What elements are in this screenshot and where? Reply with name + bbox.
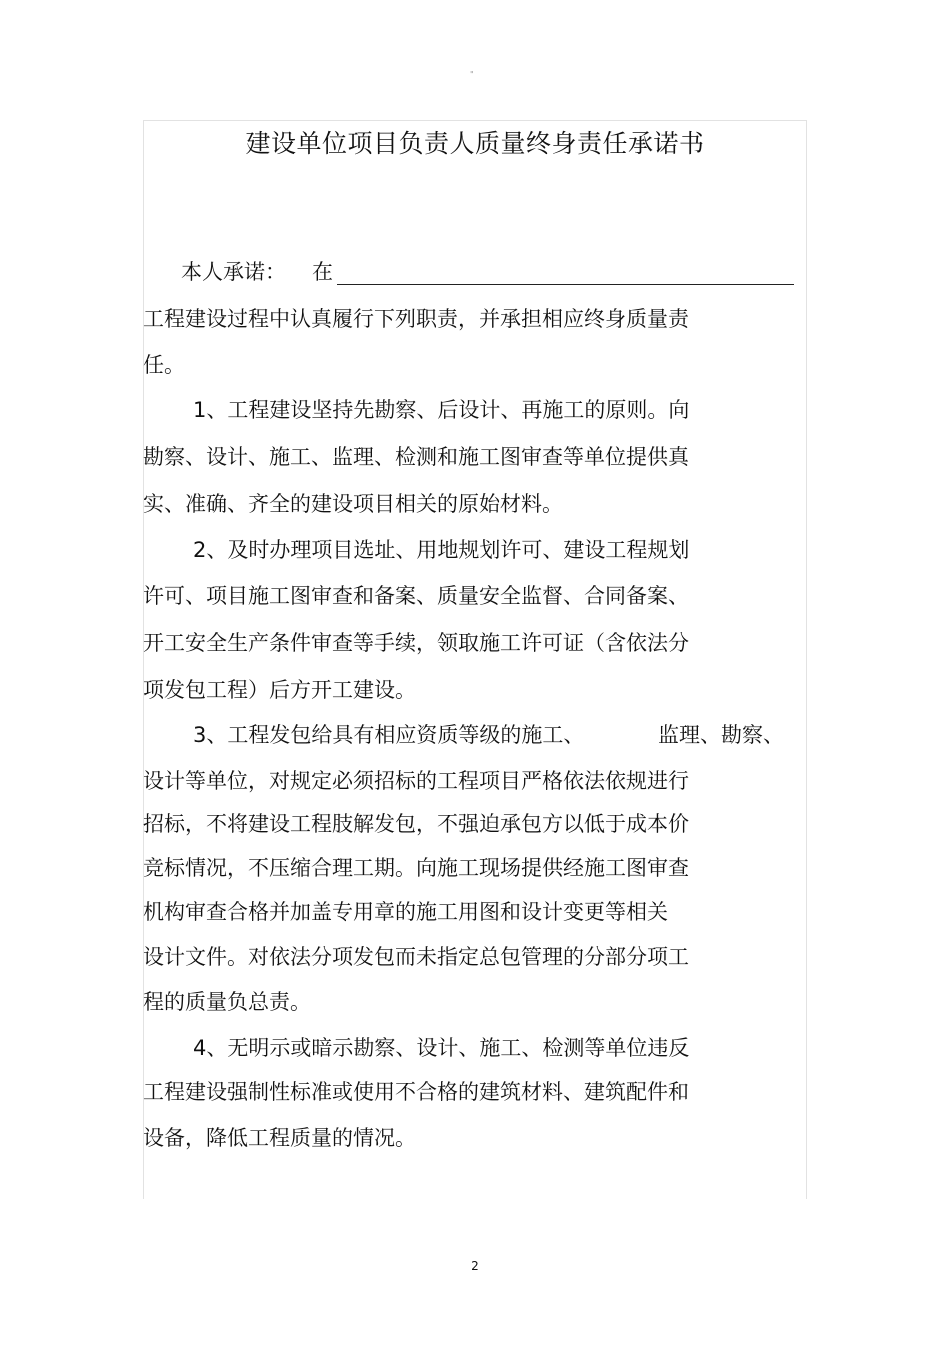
pledge-prefix: 本人承诺： xyxy=(181,260,286,284)
body-line: 竞标情况，不压缩合理工期。向施工现场提供经施工图审查 xyxy=(143,856,689,880)
body-line: 开工安全生产条件审查等手续，领取施工许可证（含依法分 xyxy=(143,631,689,655)
body-line: 勘察、设计、施工、监理、检测和施工图审查等单位提供真 xyxy=(143,445,689,469)
body-line: 3、工程发包给具有相应资质等级的施工、 xyxy=(193,723,585,747)
body-line: 设计等单位，对规定必须招标的工程项目严格依法依规进行 xyxy=(143,769,689,793)
body-line: 4、无明示或暗示勘察、设计、施工、检测等单位违反 xyxy=(193,1036,690,1060)
document-title: 建设单位项目负责人质量终身责任承诺书 xyxy=(245,129,705,158)
body-line: 任。 xyxy=(143,353,185,377)
body-line: 许可、项目施工图审查和备案、质量安全监督、合同备案、 xyxy=(143,584,689,608)
body-line: 实、准确、齐全的建设项目相关的原始材料。 xyxy=(143,492,563,516)
page-mark: " xyxy=(470,70,474,79)
body-line: 项发包工程）后方开工建设。 xyxy=(143,678,416,702)
body-line: 设计文件。对依法分项发包而未指定总包管理的分部分项工 xyxy=(143,945,689,969)
body-line: 招标，不将建设工程肢解发包，不强迫承包方以低于成本价 xyxy=(143,812,689,836)
body-line: 程的质量负总责。 xyxy=(143,990,311,1014)
body-line: 1、工程建设坚持先勘察、后设计、再施工的原则。向 xyxy=(193,398,690,422)
pledge-in: 在 xyxy=(312,260,333,284)
project-name-blank xyxy=(337,284,794,285)
body-line: 2、及时办理项目选址、用地规划许可、建设工程规划 xyxy=(193,538,690,562)
body-line: 工程建设强制性标准或使用不合格的建筑材料、建筑配件和 xyxy=(143,1080,689,1104)
body-line: 监理、勘察、 xyxy=(658,723,784,747)
body-line: 机构审查合格并加盖专用章的施工用图和设计变更等相关 xyxy=(143,900,668,924)
body-line: 设备，降低工程质量的情况。 xyxy=(143,1126,416,1150)
body-line: 工程建设过程中认真履行下列职责，并承担相应终身质量责 xyxy=(143,307,689,331)
page-number: 2 xyxy=(471,1259,479,1273)
